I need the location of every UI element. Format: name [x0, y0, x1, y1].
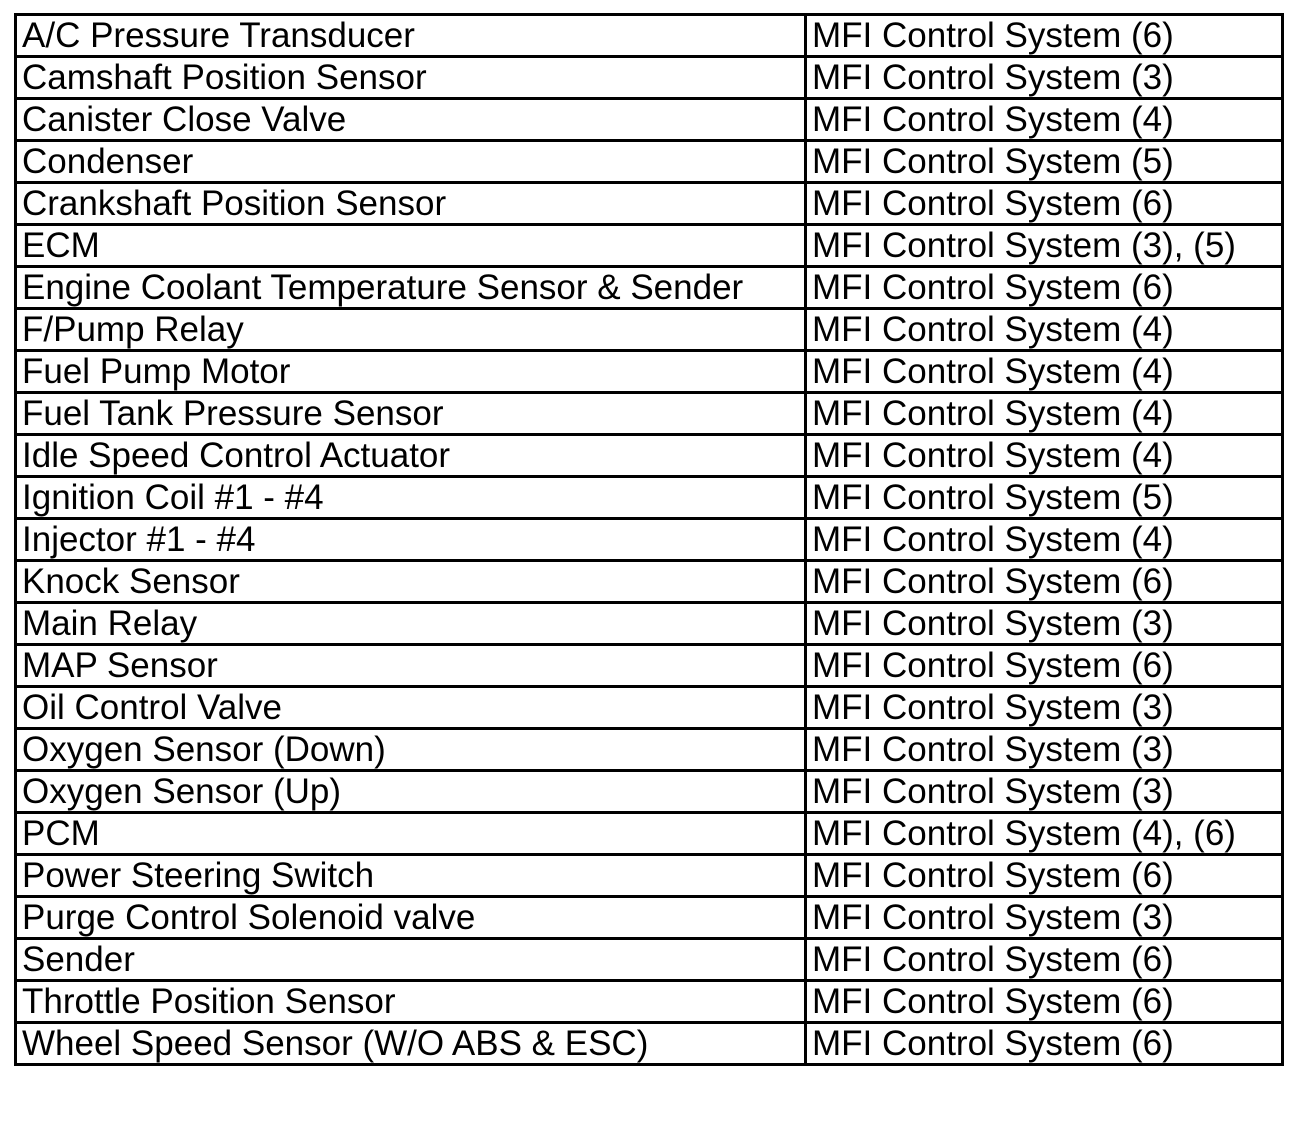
table-row: [16, 519, 1283, 561]
component-name-cell: Oxygen Sensor (Down): [16, 729, 806, 771]
component-name-cell: PCM: [16, 813, 806, 855]
table-row: [16, 351, 1283, 393]
component-name-cell: Fuel Pump Motor: [16, 351, 806, 393]
component-name-cell: Power Steering Switch: [16, 855, 806, 897]
reference-cell: MFI Control System (6): [806, 855, 1283, 897]
reference-cell: MFI Control System (4): [806, 435, 1283, 477]
component-name-cell: MAP Sensor: [16, 645, 806, 687]
reference-cell: MFI Control System (4): [806, 519, 1283, 561]
table-row: [16, 309, 1283, 351]
component-name-cell: Crankshaft Position Sensor: [16, 183, 806, 225]
reference-cell: MFI Control System (6): [806, 561, 1283, 603]
component-name-cell: Fuel Tank Pressure Sensor: [16, 393, 806, 435]
component-name-cell: A/C Pressure Transducer: [16, 15, 806, 57]
reference-cell: MFI Control System (4), (6): [806, 813, 1283, 855]
table-row: [16, 15, 1283, 57]
reference-cell: MFI Control System (6): [806, 183, 1283, 225]
reference-cell: MFI Control System (6): [806, 1023, 1283, 1065]
table-row: [16, 981, 1283, 1023]
component-name-cell: Purge Control Solenoid valve: [16, 897, 806, 939]
table-row: [16, 855, 1283, 897]
reference-cell: MFI Control System (6): [806, 15, 1283, 57]
reference-cell: MFI Control System (3): [806, 57, 1283, 99]
reference-cell: MFI Control System (5): [806, 141, 1283, 183]
table-row: [16, 813, 1283, 855]
reference-cell: MFI Control System (6): [806, 939, 1283, 981]
table-row: [16, 225, 1283, 267]
component-name-cell: ECM: [16, 225, 806, 267]
reference-cell: MFI Control System (3): [806, 771, 1283, 813]
reference-cell: MFI Control System (6): [806, 981, 1283, 1023]
table-row: [16, 687, 1283, 729]
component-name-cell: Knock Sensor: [16, 561, 806, 603]
reference-cell: MFI Control System (5): [806, 477, 1283, 519]
reference-cell: MFI Control System (3): [806, 897, 1283, 939]
table-row: [16, 771, 1283, 813]
table-row: [16, 267, 1283, 309]
table-row: [16, 561, 1283, 603]
table-row: [16, 141, 1283, 183]
component-name-cell: Sender: [16, 939, 806, 981]
component-name-cell: Engine Coolant Temperature Sensor & Sender: [16, 267, 806, 309]
reference-cell: MFI Control System (4): [806, 309, 1283, 351]
table-row: [16, 939, 1283, 981]
component-name-cell: Throttle Position Sensor: [16, 981, 806, 1023]
component-name-cell: Idle Speed Control Actuator: [16, 435, 806, 477]
component-name-cell: F/Pump Relay: [16, 309, 806, 351]
reference-cell: MFI Control System (3): [806, 687, 1283, 729]
table-row: [16, 393, 1283, 435]
reference-cell: MFI Control System (3), (5): [806, 225, 1283, 267]
table-row: [16, 897, 1283, 939]
table-row: [16, 729, 1283, 771]
component-name-cell: Wheel Speed Sensor (W/O ABS & ESC): [16, 1023, 806, 1065]
table-row: [16, 183, 1283, 225]
reference-cell: MFI Control System (4): [806, 351, 1283, 393]
reference-cell: MFI Control System (4): [806, 393, 1283, 435]
component-name-cell: Ignition Coil #1 - #4: [16, 477, 806, 519]
component-name-cell: Canister Close Valve: [16, 99, 806, 141]
table-row: [16, 57, 1283, 99]
reference-cell: MFI Control System (6): [806, 645, 1283, 687]
table-row: [16, 99, 1283, 141]
reference-cell: MFI Control System (3): [806, 603, 1283, 645]
table-row: [16, 435, 1283, 477]
table-row: [16, 1023, 1283, 1065]
table-body: [16, 15, 1283, 1065]
component-name-cell: Main Relay: [16, 603, 806, 645]
component-name-cell: Camshaft Position Sensor: [16, 57, 806, 99]
reference-cell: MFI Control System (4): [806, 99, 1283, 141]
reference-cell: MFI Control System (3): [806, 729, 1283, 771]
component-name-cell: Condenser: [16, 141, 806, 183]
component-name-cell: Oxygen Sensor (Up): [16, 771, 806, 813]
component-name-cell: Oil Control Valve: [16, 687, 806, 729]
reference-cell: MFI Control System (6): [806, 267, 1283, 309]
table-row: [16, 645, 1283, 687]
component-location-table: [14, 13, 1284, 1066]
table-row: [16, 603, 1283, 645]
table-row: [16, 477, 1283, 519]
component-name-cell: Injector #1 - #4: [16, 519, 806, 561]
